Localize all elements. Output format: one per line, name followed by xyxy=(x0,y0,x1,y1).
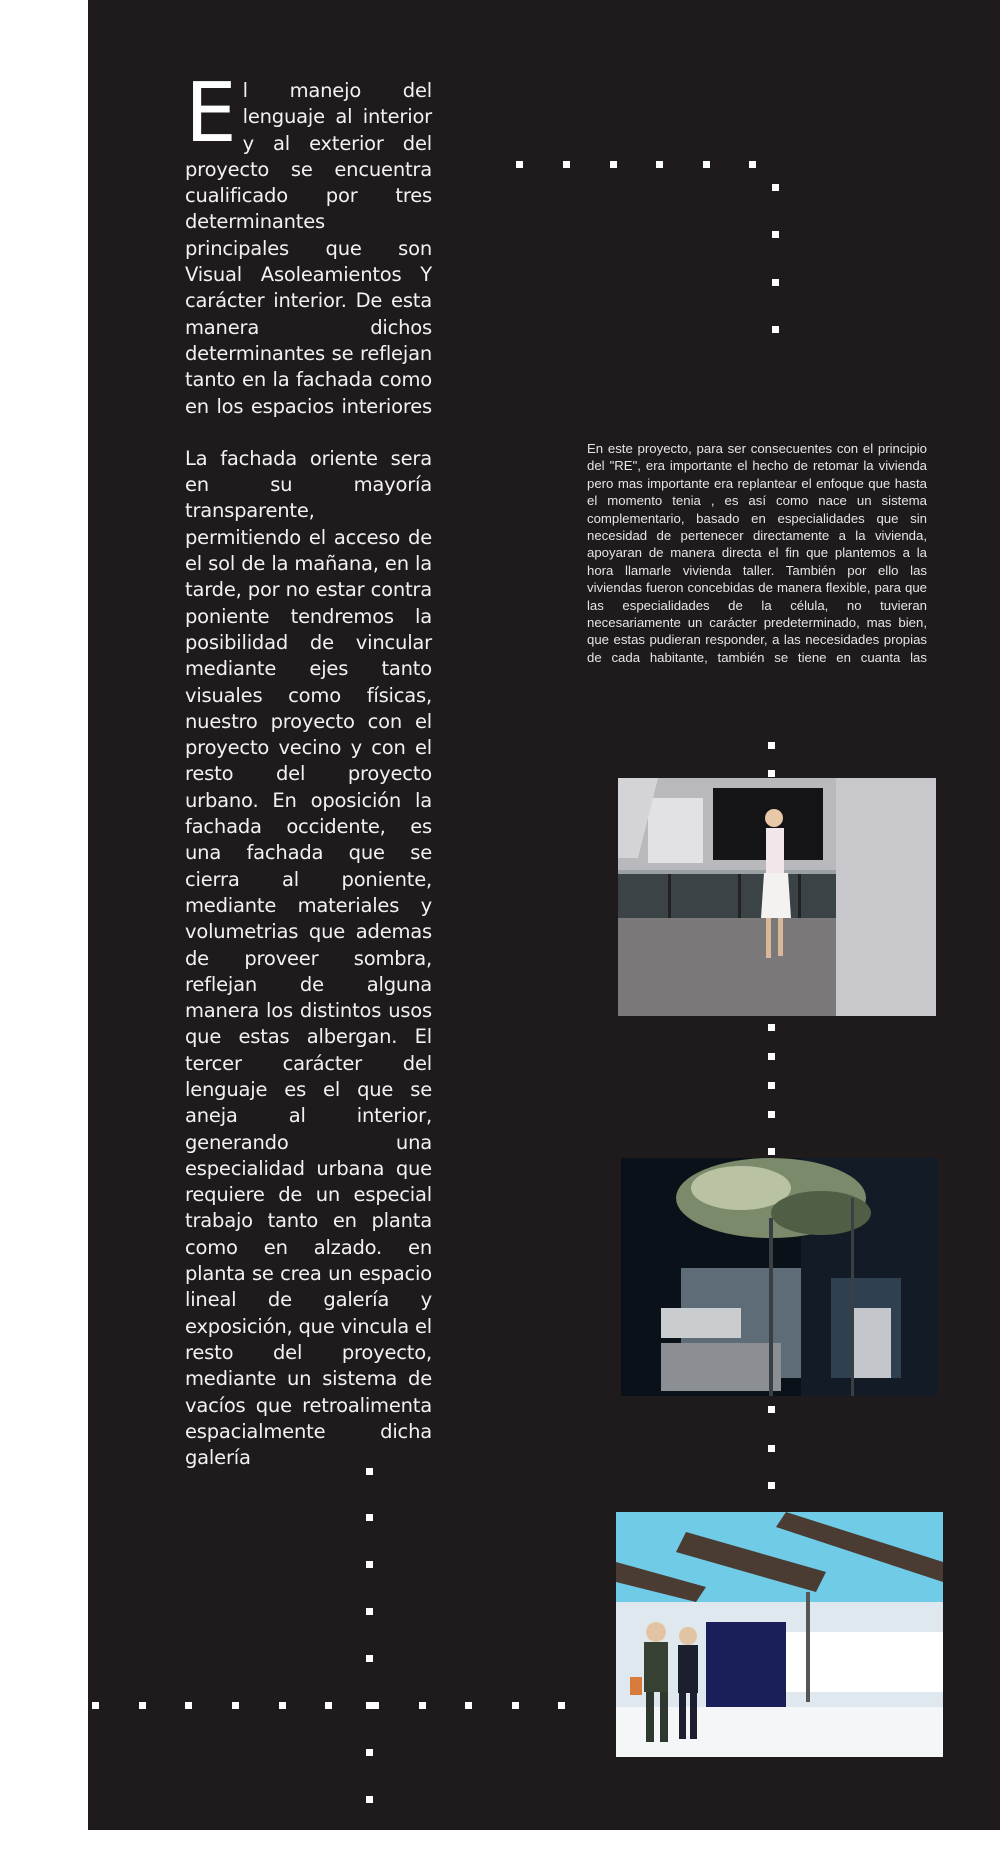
dot xyxy=(772,326,779,333)
dot xyxy=(768,1053,775,1060)
paragraph-facades: La fachada oriente sera en su mayoría transparente, permitiendo el acceso de el sol de la mañana, en la tarde, por no estar contra poniente tendremos la posibilidad de vincular mediante ejes tanto visuales como físicas, nuestro proyecto con el proyecto vecino y con el resto del proyecto urbano. En oposición la fachada occidente, es una fachada que se cierra al poniente, mediante materiales y volumetrias que ademas de proveer sombra, reflejan de alguna manera los distintos usos que estas albergan. El tercer carácter del lenguaje es el que se aneja al interior, generando una especialidad urbana que requiere de un especial trabajo tanto en planta como en alzado. en planta se crea un espacio lineal de galería y exposición, que vincula el resto del proyecto, mediante un sistema de vacíos que retroalimenta espacialmente dicha galería xyxy=(185,446,433,1470)
dot xyxy=(512,1702,519,1709)
dot xyxy=(656,161,663,168)
dot xyxy=(366,1608,373,1615)
dot xyxy=(325,1702,332,1709)
dot xyxy=(768,1148,775,1155)
dot xyxy=(92,1702,99,1709)
dot xyxy=(465,1702,472,1709)
dot xyxy=(768,770,775,777)
dot xyxy=(610,161,617,168)
dot xyxy=(516,161,523,168)
dot xyxy=(558,1702,565,1709)
dot xyxy=(772,279,779,286)
dot xyxy=(768,1482,775,1489)
dot xyxy=(768,1024,775,1031)
dot xyxy=(772,231,779,238)
dot xyxy=(232,1702,239,1709)
left-text-column xyxy=(185,66,433,1471)
dot xyxy=(366,1514,373,1521)
render-couple-pergola xyxy=(616,1512,943,1757)
dot xyxy=(279,1702,286,1709)
drop-cap: E xyxy=(185,66,237,161)
render-woman-terrace xyxy=(618,778,936,1016)
dot xyxy=(366,1561,373,1568)
dot xyxy=(768,1082,775,1089)
dot xyxy=(563,161,570,168)
paragraph-visual xyxy=(185,66,432,420)
dot xyxy=(768,1445,775,1452)
dot xyxy=(372,1702,379,1709)
dot xyxy=(366,1749,373,1756)
dot xyxy=(185,1702,192,1709)
dot xyxy=(366,1796,373,1803)
dot xyxy=(419,1702,426,1709)
dot xyxy=(772,184,779,191)
dot xyxy=(768,1406,775,1413)
dot xyxy=(139,1702,146,1709)
paragraph-1-text: l manejo del lenguaje al interior y al exterior del proyecto se encuentra cualificado por tres determinantes principales que son Visual Asoleamientos Y carácter interior. De esta manera dichos determinantes se reflejan tanto en la fachada como en los espacios interiores xyxy=(185,79,432,418)
dot xyxy=(768,742,775,749)
render-tree-facade xyxy=(621,1158,938,1396)
paragraph-re-principle: En este proyecto, para ser consecuentes con el principio del "RE", era importante el hecho de retomar la vivienda pero mas importante era replantear el enfoque que hasta el momento tenia , es así como nace un sistema complementario, basado en especialidades que sin necesidad de pertenecer directamente a la vivienda, apoyaran de manera directa el fin que plantemos a la hora llamarle vivienda taller. También por ello las viviendas fueron concebidas de manera flexible, para que las especialidades de la célula, no tuvieran necesariamente un carácter predeterminado, mas bien, que estas pudieran responder, a las necesidades propias de cada habitante, también se tiene en cuanta las xyxy=(587,441,927,665)
right-text-column xyxy=(587,440,927,702)
dot xyxy=(366,1468,373,1475)
dot xyxy=(703,161,710,168)
dot xyxy=(749,161,756,168)
dot xyxy=(768,1111,775,1118)
dot xyxy=(366,1655,373,1662)
